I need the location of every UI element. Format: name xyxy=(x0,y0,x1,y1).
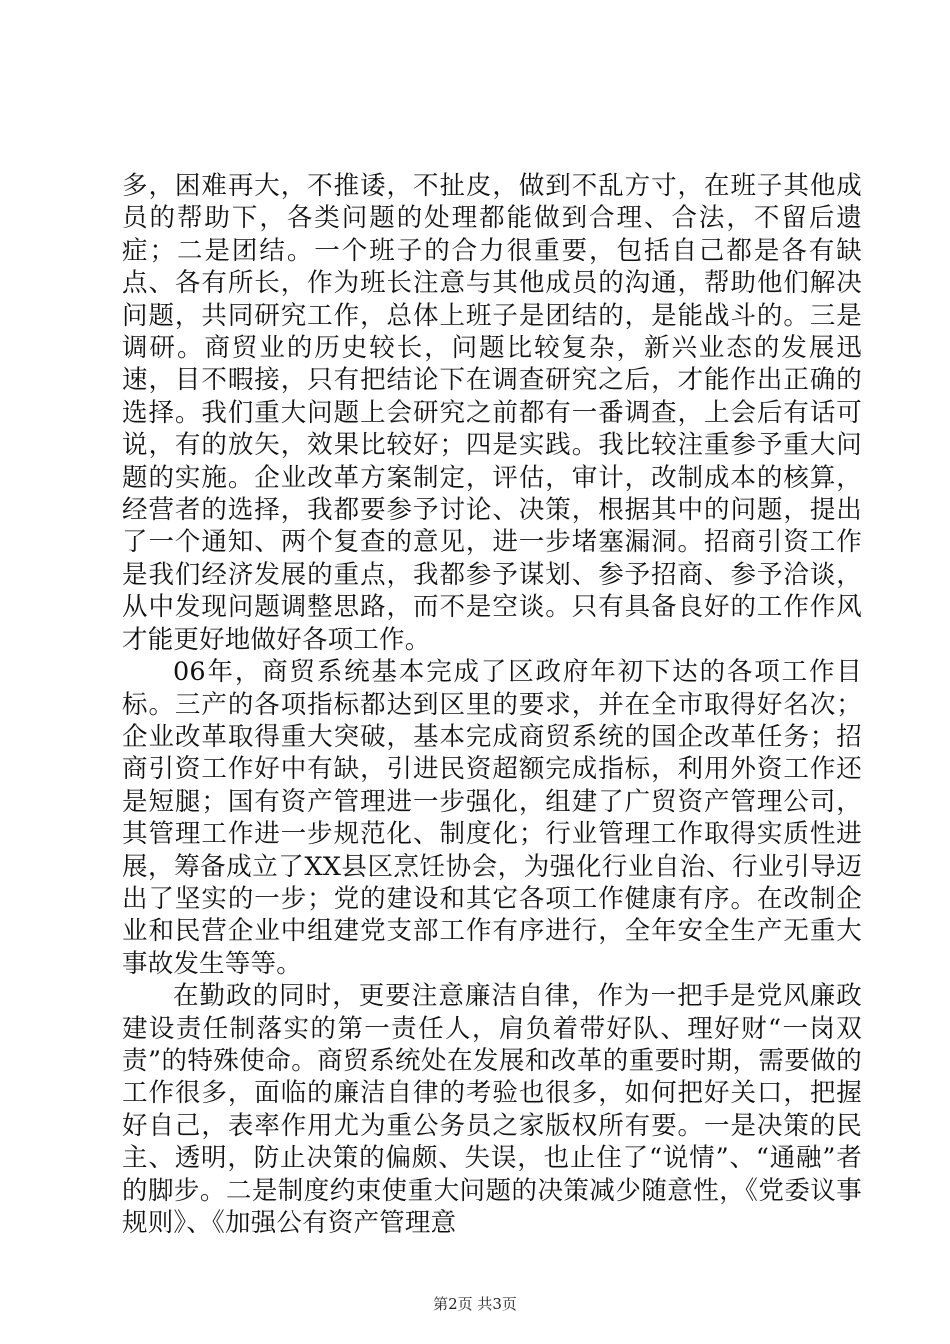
page-number-label: 第2页 共3页 xyxy=(433,1295,517,1313)
document-body xyxy=(122,170,862,1239)
paragraph-3: 在勤政的同时，更要注意廉洁自律，作为一把手是党风廉政建设责任制落实的第一责任人，肩负着带好队、理好财“一岗双责”的特殊使命。商贸系统处在发展和改革的重要时期，需要做的工作很多，面临的廉洁自律的考验也很多，如何把好关口，把握好自己，表率作用尤为重公务员之家版权所有要。一是决策的民主、透明，防止决策的偏颇、失误，也止住了“说情”、“通融”者的脚步。二是制度约束使重大问题的决策减少随意性，《党委议事规则》、《加强公有资产管理意 xyxy=(122,981,862,1238)
paragraph-1: 多，困难再大，不推诿，不扯皮，做到不乱方寸，在班子其他成员的帮助下，各类问题的处理都能做到合理、合法，不留后遗症；二是团结。一个班子的合力很重要，包括自己都是各有缺点、各有所长，作为班长注意与其他成员的沟通，帮助他们解决问题，共同研究工作，总体上班子是团结的，是能战斗的。三是调研。商贸业的历史较长，问题比较复杂，新兴业态的发展迅速，目不暇接，只有把结论下在调查研究之后，才能作出正确的选择。我们重大问题上会研究之前都有一番调查，上会后有话可说，有的放矢，效果比较好；四是实践。我比较注重参予重大问题的实施。企业改革方案制定，评估，审计，改制成本的核算，经营者的选择，我都要参予讨论、决策，根据其中的问题，提出了一个通知、两个复查的意见，进一步堵塞漏洞。招商引资工作是我们经济发展的重点，我都参予谋划、参予招商、参予洽谈，从中发现问题调整思路，而不是空谈。只有具备良好的工作作风才能更好地做好各项工作。 xyxy=(122,171,862,655)
paragraph-2: 06年，商贸系统基本完成了区政府年初下达的各项工作目标。三产的各项指标都达到区里的要求，并在全市取得好名次；企业改革取得重大突破，基本完成商贸系统的国企改革任务；招商引资工作好中有缺，引进民资超额完成指标，利用外资工作还是短腿；国有资产管理进一步强化，组建了广贸资产管理公司，其管理工作进一步规范化、制度化；行业管理工作取得实质性进展，筹备成立了XX县区烹饪协会，为强化行业自治、行业引导迈出了坚实的一步；党的建设和其它各项工作健康有序。在改制企业和民营企业中组建党支部工作有序进行，全年安全生产无重大事故发生等等。 xyxy=(122,657,862,979)
page-footer xyxy=(0,1293,950,1314)
